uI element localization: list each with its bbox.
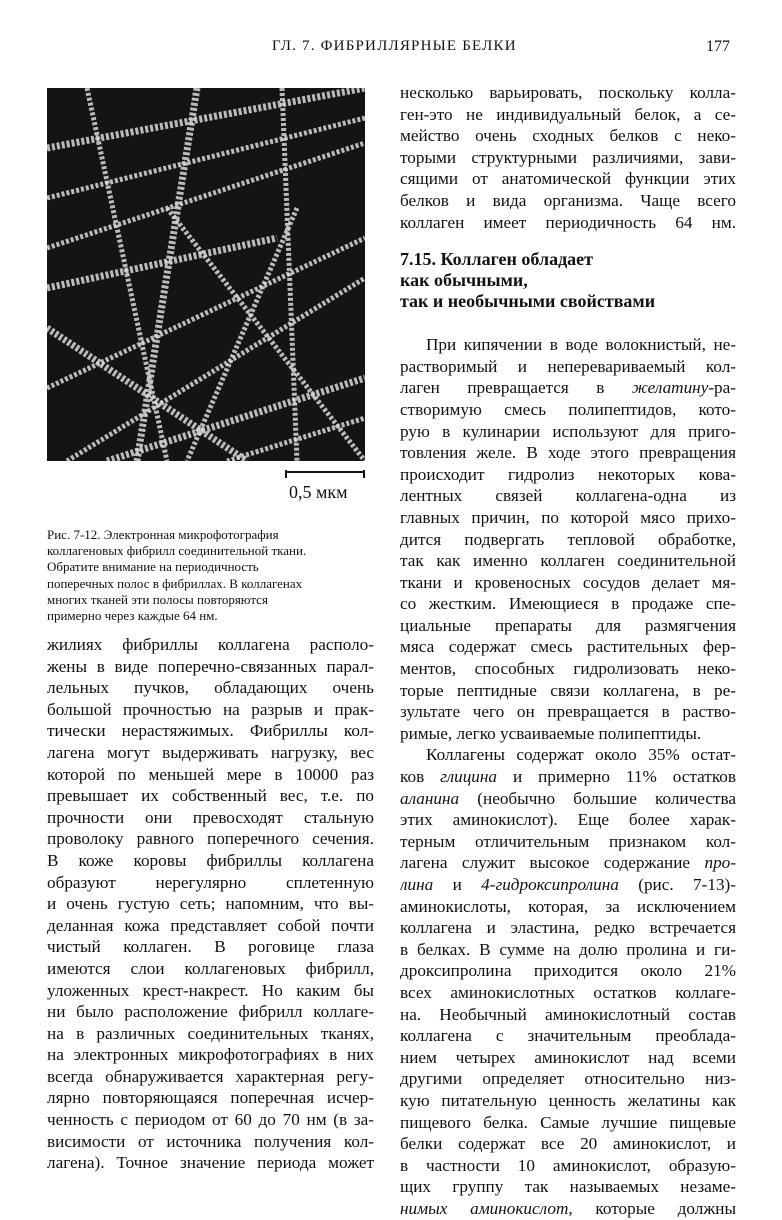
text-line: на в различных соединительных тканях, [47,1023,374,1043]
text-line: торыми структурными различиями, зави- [400,147,736,167]
electron-micrograph [47,88,365,461]
text-line: дроксипролина приходится около 21% [400,961,736,981]
text-line: аминокислоты, которая, за исключением [400,896,736,916]
text-line: жилиях фибриллы коллагена располо- [47,635,374,654]
caption-line: многих тканей эти полосы повторяются [47,591,268,607]
text-line: превышает их собственный вес, т.е. по [47,786,374,806]
heading-line: как обычными, [400,270,528,291]
text-line: большой прочностью на разрыв и прак- [47,699,374,719]
text-line: на. Необычный аминокислотный состав [400,1004,736,1024]
caption-line: Рис. 7-12. Электронная микрофотография [47,527,279,542]
text-line: чистый коллаген. В роговице глаза [47,937,374,957]
text-line: проволоку равного поперечного сечения. [47,829,374,849]
text-line: дится подвергать тепловой обработке, [400,529,736,549]
text-line: другими определяет относительно низ- [400,1069,736,1089]
text-line: так как именно коллаген соединительной [400,551,736,571]
text-line: зультате чего он превращается в раство- [400,702,736,722]
term-proline-end: лина [400,875,434,894]
text-line: аланина (необычно большие количества [400,788,736,808]
term-proline: про- [704,853,736,873]
text-line: ченность с периодом от 60 до 70 нм (в за- [47,1110,374,1130]
text-line: и очень густую сеть; напомним, что вы- [47,894,374,914]
text-line: коллагена с значительным преоблада- [400,1026,736,1046]
text-line: деланная кожа представляет собой почти [47,915,374,935]
section-heading [400,249,736,312]
text-line: лельных пучков, обладающих очень [47,678,374,698]
text-line: лентных связей коллагена-одна из [400,486,736,506]
text-line: ни было расположение фибрилл коллаге- [47,1002,374,1022]
text-line: всех аминокислотных остатков коллаге- [400,982,736,1002]
text-line: рую в кулинарии используют для приго- [400,421,736,441]
text-line: лаген превращается в желатину-ра- [400,378,736,398]
text-line: терным отличительным признаком кол- [400,831,736,851]
text-line: В коже коровы фибриллы коллагена [47,850,374,870]
text-line: в частности 10 аминокислот, образую- [400,1155,736,1175]
text-line: товления желе. В ходе этого превращения [400,443,736,463]
text-line: ментов, способных гидролизовать неко- [400,659,736,679]
text-line: щих группу так называемых незаме- [400,1177,736,1197]
text-line: образуют нерегулярно сплетенную [47,872,374,892]
text-line: лагена могут выдерживать нагрузку, вес [47,742,374,762]
figure-caption [47,527,371,624]
paragraph-composition [400,744,736,1219]
text-line: тически нерастяжимых. Фибриллы кол- [47,721,374,741]
left-column-text [47,634,374,1174]
heading-line: 7.15. Коллаген обладает [400,249,593,270]
term-gelatin: желатину [631,378,709,398]
text-line: на электронных микрофотографиях в них [47,1045,374,1065]
text-line: нимых аминокислот, которые должны [400,1198,736,1218]
text-line: нием четырех аминокислот над всеми [400,1047,736,1067]
figure-7-12 [47,88,365,502]
term-glycine: глицина [440,767,498,787]
text-line: мяса содержат смесь растительных фер- [400,637,736,657]
caption-line: примерно через каждые 64 нм. [47,608,218,624]
text-line: белков и вида организма. Чаще всего [400,190,736,210]
term-hydroxyproline: 4-гидроксипролина [481,875,619,894]
page-number: 177 [706,38,730,55]
text-line: коллагена и эластина, редко встречается [400,918,736,938]
text-line: мейство очень сходных белков с неко- [400,126,736,146]
text-line: уложенных крест-накрест. Но каким бы [47,980,374,1000]
term-essential-amino-acids: нимых аминокислот [400,1198,569,1218]
text-line: прочности они превосходят стальную [47,807,374,827]
text-line: торые пептидные связи коллагена, в ре- [400,680,736,700]
text-line: которой по меньшей мере в 10000 раз [47,764,374,784]
caption-line: коллагеновых фибрилл соединительной ткани. [47,543,307,559]
heading-line: так и необычными свойствами [400,291,656,312]
caption-line: Обратите внимание на периодичность [47,559,259,575]
text-line: створимую смесь полипептидов, кото- [400,399,736,419]
text-line: в белках. В сумме на долю пролина и ги- [400,939,736,959]
text-line: всегда обнаруживается характерная регу- [47,1066,374,1086]
text-line: ткани и кровеносных сосудов делает мя- [400,572,736,592]
right-column-text [400,82,736,1220]
scale-bar-label: 0,5 мкм [289,482,348,502]
text-line: несколько варьировать, поскольку колла- [400,83,736,102]
caption-line: поперечных полос в фибриллах. В коллагенах [47,575,303,591]
text-line: сящими от анатомической функции этих [400,169,736,189]
text-line: Коллагены содержат около 35% остат- [426,745,736,765]
text-line: При кипячении в воде волокнистый, не- [426,335,736,355]
text-line: пищевого белка. Самые лучшие пищевые [400,1112,736,1132]
text-line: лярно повторяющаяся поперечная исчер- [47,1088,374,1108]
text-line: кую питательную ценность желатины как [400,1090,736,1110]
text-line: имеются слои коллагеновых фибрилл, [47,958,374,978]
text-line: главных причин, по которой мясо прихо- [400,507,736,527]
text-line: этих аминокислот). Еще более харак- [400,810,736,830]
text-line: ков глицина и примерно 11% остатков [400,767,736,787]
text-line: растворимый и неперевариваемый кол- [400,356,736,376]
text-line: лина и 4-гидроксипролина (рис. 7-13)- [400,875,736,894]
text-line: римые, легко усваиваемые полипептиды. [400,723,702,743]
text-line: лагена служит высокое содержание про- [400,853,736,873]
text-line: висимости от источника получения кол- [47,1131,374,1151]
text-line: лагена). Точное значение периода может [47,1153,374,1173]
text-line: белки содержат все 20 аминокислот, и [400,1134,736,1154]
running-header [0,38,782,62]
term-alanine: аланина [400,788,460,808]
paragraph-gelatin [400,334,736,744]
text-line: циальные препараты для размягчения [400,615,736,635]
text-line: жены в виде поперечно-связанных парал- [47,656,374,676]
text-line: со жестким. Имеющиеся в продаже спе- [400,594,736,614]
running-title: ГЛ. 7. ФИБРИЛЛЯРНЫЕ БЕЛКИ [272,38,517,54]
text-line: коллаген имеет периодичность 64 нм. [400,212,736,232]
text-line: происходит гидролиз некоторых кова- [400,464,736,484]
text-line: ген-это не индивидуальный белок, а се- [400,104,736,124]
